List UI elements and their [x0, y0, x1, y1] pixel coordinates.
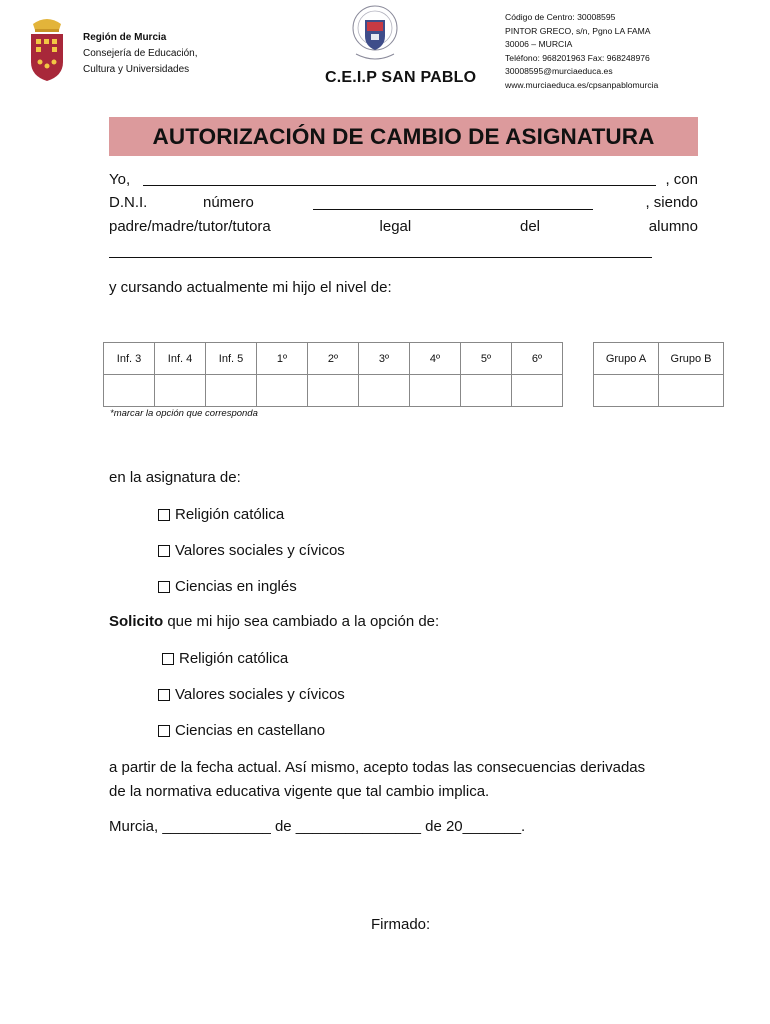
request-rest: que mi hijo sea cambiado a la opción de: [163, 613, 440, 630]
checkbox[interactable] [158, 509, 170, 521]
group-cell: Grupo B [659, 343, 724, 375]
acceptance-line-1: a partir de la fecha actual. Así mismo, acepto todas las consecuencias derivadas [109, 759, 646, 776]
contact-city: 30006 – MURCIA [505, 39, 573, 50]
yo-label: Yo, [109, 171, 131, 188]
region-block [83, 30, 198, 78]
level-table [103, 342, 563, 407]
level-cell: 6º [512, 343, 563, 375]
current-option-ciencias[interactable] [158, 578, 297, 595]
student-name-blank[interactable] [109, 245, 652, 258]
contact-phone: Teléfono: 968201963 Fax: 968248976 [505, 52, 650, 63]
con-label: , con [665, 171, 698, 188]
level-mark-cell[interactable] [206, 375, 257, 407]
parent-label: padre/madre/tutor/tutora [109, 218, 271, 235]
new-option-religion[interactable] [162, 650, 288, 667]
level-mark-cell[interactable] [104, 375, 155, 407]
level-mark-cell[interactable] [359, 375, 410, 407]
signature-label: Firmado: [371, 916, 431, 933]
date-line: Murcia, _____________ de _______________ de 20_______. [109, 818, 526, 835]
legal-label: legal [379, 218, 412, 235]
dni-blank[interactable] [313, 199, 593, 210]
option-label: Ciencias en inglés [175, 578, 297, 595]
table-note: *marcar la opción que corresponda [110, 408, 258, 419]
checkbox[interactable] [162, 653, 174, 665]
checkbox[interactable] [158, 581, 170, 593]
level-mark-cell[interactable] [308, 375, 359, 407]
checkbox[interactable] [158, 545, 170, 557]
level-mark-cell[interactable] [461, 375, 512, 407]
group-cell: Grupo A [594, 343, 659, 375]
option-label: Religión católica [175, 506, 285, 523]
contact-block [505, 11, 658, 93]
level-cell: 5º [461, 343, 512, 375]
contact-address: PINTOR GRECO, s/n, Pgno LA FAMA [505, 25, 651, 36]
group-mark-cell[interactable] [659, 375, 724, 407]
level-mark-cell[interactable] [410, 375, 461, 407]
level-cell: 4º [410, 343, 461, 375]
cursando-text: y cursando actualmente mi hijo el nivel de: [109, 279, 392, 296]
dni-label: D.N.I. [109, 194, 148, 211]
new-option-valores[interactable] [158, 686, 345, 703]
current-option-valores[interactable] [158, 542, 345, 559]
siendo-label: , siendo [645, 194, 698, 211]
level-cell: Inf. 5 [206, 343, 257, 375]
request-bold: Solicito [109, 613, 164, 630]
level-cell: 2º [308, 343, 359, 375]
new-option-ciencias[interactable] [158, 722, 325, 739]
region-murcia-crest-logo [27, 14, 67, 82]
checkbox[interactable] [158, 689, 170, 701]
level-cell: Inf. 3 [104, 343, 155, 375]
level-mark-cell[interactable] [155, 375, 206, 407]
level-mark-cell[interactable] [257, 375, 308, 407]
level-mark-cell[interactable] [512, 375, 563, 407]
numero-label: número [203, 194, 254, 211]
subject-intro: en la asignatura de: [109, 469, 241, 486]
parent-line [109, 218, 698, 235]
acceptance-line-2: de la normativa educativa vigente que tal cambio implica. [109, 783, 490, 800]
school-name: C.E.I.P SAN PABLO [325, 69, 477, 86]
checkbox[interactable] [158, 725, 170, 737]
alumno-label: alumno [648, 218, 698, 235]
del-label: del [520, 218, 541, 235]
option-label: Valores sociales y cívicos [175, 542, 345, 559]
title-bar [109, 117, 698, 156]
level-cell: 3º [359, 343, 410, 375]
contact-website: www.murciaeduca.es/cpsanpablomurcia [505, 79, 659, 90]
option-label: Ciencias en castellano [175, 722, 326, 739]
contact-code: Código de Centro: 30008595 [505, 12, 616, 22]
region-title: Región de Murcia [83, 32, 167, 43]
region-department-cont: Cultura y Universidades [83, 64, 190, 75]
region-department: Consejería de Educación, [83, 48, 198, 59]
level-cell: Inf. 4 [155, 343, 206, 375]
school-crest-logo [348, 4, 402, 66]
request-text [109, 613, 439, 630]
document-title: AUTORIZACIÓN DE CAMBIO DE ASIGNATURA [152, 123, 655, 149]
contact-email: 30008595@murciaeduca.es [505, 66, 613, 77]
option-label: Religión católica [179, 650, 289, 667]
option-label: Valores sociales y cívicos [175, 686, 345, 703]
group-mark-cell[interactable] [594, 375, 659, 407]
group-table [593, 342, 724, 407]
level-cell: 1º [257, 343, 308, 375]
name-blank[interactable] [143, 175, 656, 186]
current-option-religion[interactable] [158, 506, 284, 523]
